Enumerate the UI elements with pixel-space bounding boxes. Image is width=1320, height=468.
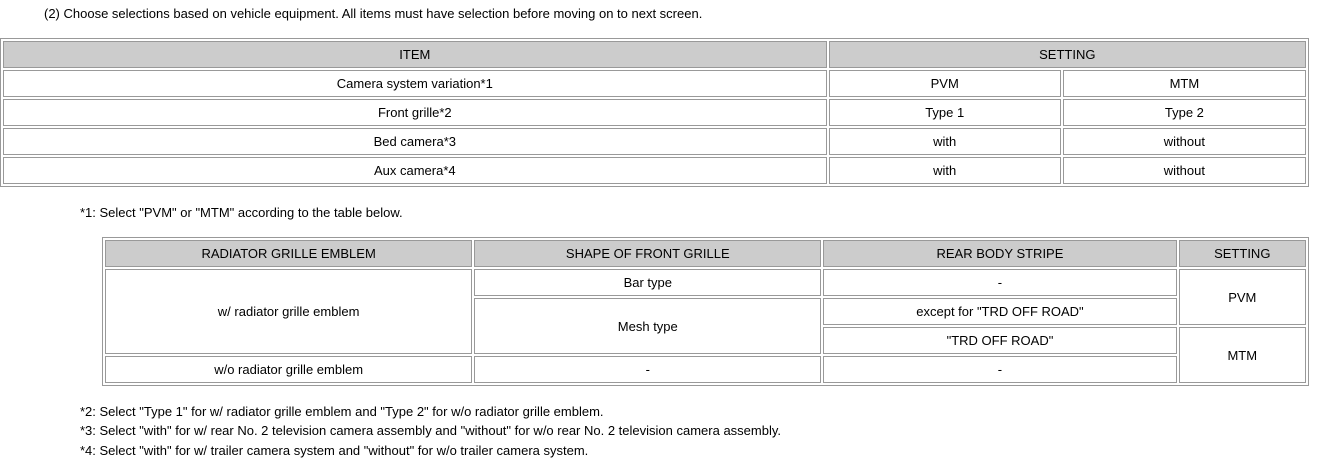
footnote-3: *3: Select "with" for w/ rear No. 2 television camera assembly and "without" for w/o rear No. 2 television camera assembly. [80,423,782,438]
mtm-setting-cell: MTM [1179,327,1306,383]
footnote-1: *1: Select "PVM" or "MTM" according to the table below. [80,205,403,220]
settings-table [0,38,1309,187]
pvm-setting-cell: PVM [1179,269,1306,325]
option-cell: MTM [1063,70,1306,97]
footnote-4: *4: Select "with" for w/ trailer camera system and "without" for w/o trailer camera system. [80,443,589,458]
without-emblem-cell: w/o radiator grille emblem [105,356,472,383]
option-cell: with [829,157,1061,184]
item-cell: Aux camera*4 [3,157,827,184]
stripe-header: REAR BODY STRIPE [823,240,1176,267]
table-row [3,70,1306,97]
table-row [3,99,1306,126]
table-row [3,128,1306,155]
shape-header: SHAPE OF FRONT GRILLE [474,240,821,267]
stripe-cell: "TRD OFF ROAD" [823,327,1176,354]
stripe-cell: except for "TRD OFF ROAD" [823,298,1176,325]
emblem-header: RADIATOR GRILLE EMBLEM [105,240,472,267]
option-cell: Type 2 [1063,99,1306,126]
table-row [105,269,1306,296]
setting-header: SETTING [829,41,1306,68]
setting-header: SETTING [1179,240,1306,267]
item-header: ITEM [3,41,827,68]
option-cell: Type 1 [829,99,1061,126]
table-header-row [3,41,1306,68]
item-cell: Camera system variation*1 [3,70,827,97]
table-header-row [105,240,1306,267]
option-cell: PVM [829,70,1061,97]
option-cell: without [1063,128,1306,155]
with-emblem-cell: w/ radiator grille emblem [105,269,472,354]
camera-variation-table [102,237,1309,386]
table-row [3,157,1306,184]
option-cell: without [1063,157,1306,184]
table-row [105,356,1306,383]
item-cell: Front grille*2 [3,99,827,126]
stripe-cell: - [823,356,1176,383]
option-cell: with [829,128,1061,155]
footnote-2: *2: Select "Type 1" for w/ radiator grille emblem and "Type 2" for w/o radiator grille emblem. [80,404,604,419]
mesh-type-cell: Mesh type [474,298,821,354]
stripe-cell: - [823,269,1176,296]
bar-type-cell: Bar type [474,269,821,296]
shape-cell: - [474,356,821,383]
item-cell: Bed camera*3 [3,128,827,155]
instruction-text: (2) Choose selections based on vehicle equipment. All items must have selection before moving on to next screen. [44,6,703,21]
